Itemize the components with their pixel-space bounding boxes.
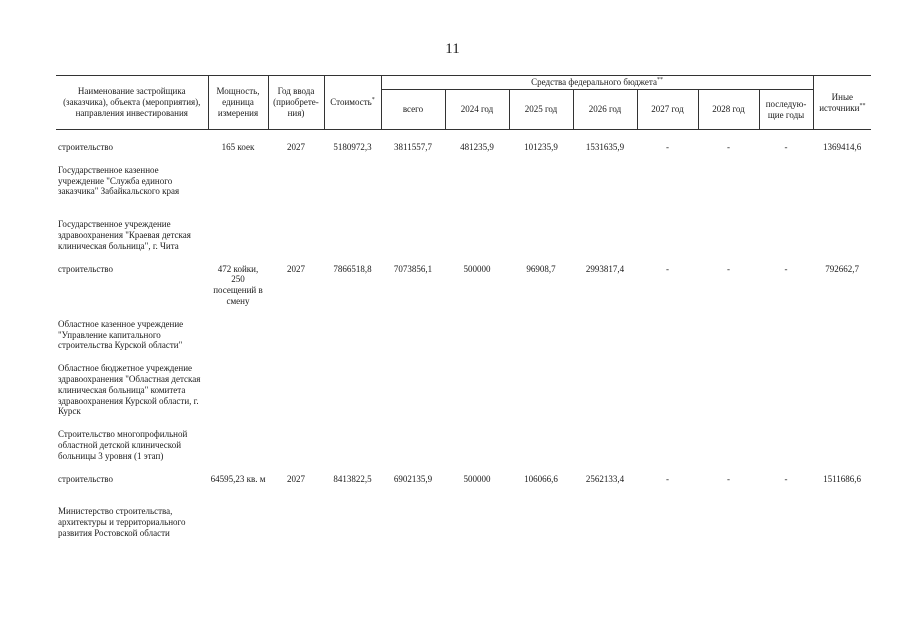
- row-2028: -: [727, 473, 730, 484]
- table-row: [56, 219, 871, 251]
- row-2025: 96908,7: [526, 263, 556, 274]
- row-total: 6902135,9: [393, 473, 433, 484]
- row-year: 2027: [287, 473, 305, 484]
- row-name: строительство: [58, 263, 113, 274]
- table-row: [56, 429, 871, 461]
- row-name: Строительство многопрофильной областной детской клинической больницы 3 уровня (1 этап): [58, 429, 188, 461]
- table-row: [56, 264, 871, 307]
- page-number: 11: [445, 41, 460, 57]
- row-2028: -: [727, 263, 730, 274]
- table-row: [56, 165, 871, 197]
- table-row: [56, 142, 871, 153]
- row-capacity: 64595,23 кв. м: [210, 473, 266, 484]
- row-name: Государственное казенное учреждение "Служба единого заказчика" Забайкальского края: [58, 164, 180, 197]
- row-later: -: [784, 473, 788, 484]
- header-2028: 2028 год: [698, 90, 759, 130]
- header-2027: 2027 год: [637, 90, 698, 130]
- row-other: 1369414,6: [822, 142, 862, 152]
- row-2026: 2993817,4: [585, 263, 625, 274]
- header-2024: 2024 год: [445, 90, 509, 130]
- row-name: строительство: [58, 142, 113, 152]
- row-2026: 1531635,9: [585, 142, 625, 152]
- row-total: 3811557,7: [394, 142, 432, 152]
- row-2027: -: [666, 142, 669, 152]
- header-federal-budget: Средства федерального бюджета**: [381, 76, 813, 90]
- row-cost: 5180972,3: [333, 142, 372, 152]
- row-name: Областное казенное учреждение "Управление капитального строительства Курской области": [58, 318, 184, 351]
- row-2024: 500000: [463, 473, 491, 484]
- row-total: 7073856,1: [393, 263, 433, 274]
- row-name: Областное бюджетное учреждение здравоохранения "Областная детская клиническая больница" комитета здравоохранения Курской области, г. Курск: [58, 363, 201, 417]
- row-2024: 500000: [463, 263, 491, 274]
- row-later: -: [784, 263, 788, 274]
- header-later-years: последую-щие годы: [759, 90, 813, 130]
- row-2025: 106066,6: [524, 473, 558, 484]
- row-other: 792662,7: [825, 263, 859, 274]
- table-row: [56, 363, 871, 417]
- row-other: 1511686,6: [823, 473, 862, 484]
- header-capacity: Мощность, единица измерения: [208, 76, 268, 130]
- row-2028: -: [727, 142, 730, 152]
- header-year: Год ввода (приобрете-ния): [268, 76, 324, 130]
- row-2025: 101235,9: [524, 142, 558, 152]
- header-total: всего: [381, 90, 445, 130]
- row-year: 2027: [287, 142, 305, 152]
- table-row: [56, 319, 871, 351]
- row-cost: 7866518,8: [333, 263, 372, 274]
- row-2027: -: [666, 263, 669, 274]
- row-cost: 8413822,5: [333, 473, 372, 484]
- header-name: Наименование застройщика (заказчика), объекта (мероприятия), направления инвестирования: [56, 76, 208, 130]
- row-year: 2027: [287, 263, 305, 274]
- table-row: [56, 474, 871, 485]
- row-name: Государственное учреждение здравоохранения "Краевая детская клиническая больница", г. Чита: [58, 219, 191, 251]
- row-name: Министерство строительства, архитектуры и территориального развития Ростовской области: [58, 506, 186, 538]
- row-capacity: 165 коек: [221, 142, 255, 152]
- row-2026: 2562133,4: [585, 473, 625, 484]
- header-other-sources: Иные источники**: [813, 76, 871, 130]
- budget-table: [56, 75, 871, 539]
- row-later: -: [784, 142, 788, 152]
- row-2027: -: [666, 473, 669, 484]
- row-capacity: 472 койки, 250 посещений в смену: [213, 263, 263, 306]
- row-2024: 481235,9: [460, 142, 494, 152]
- header-cost: Стоимость*: [324, 76, 381, 130]
- table-row: [56, 506, 871, 538]
- header-2026: 2026 год: [573, 90, 637, 130]
- header-2025: 2025 год: [509, 90, 573, 130]
- row-name: строительство: [58, 473, 113, 484]
